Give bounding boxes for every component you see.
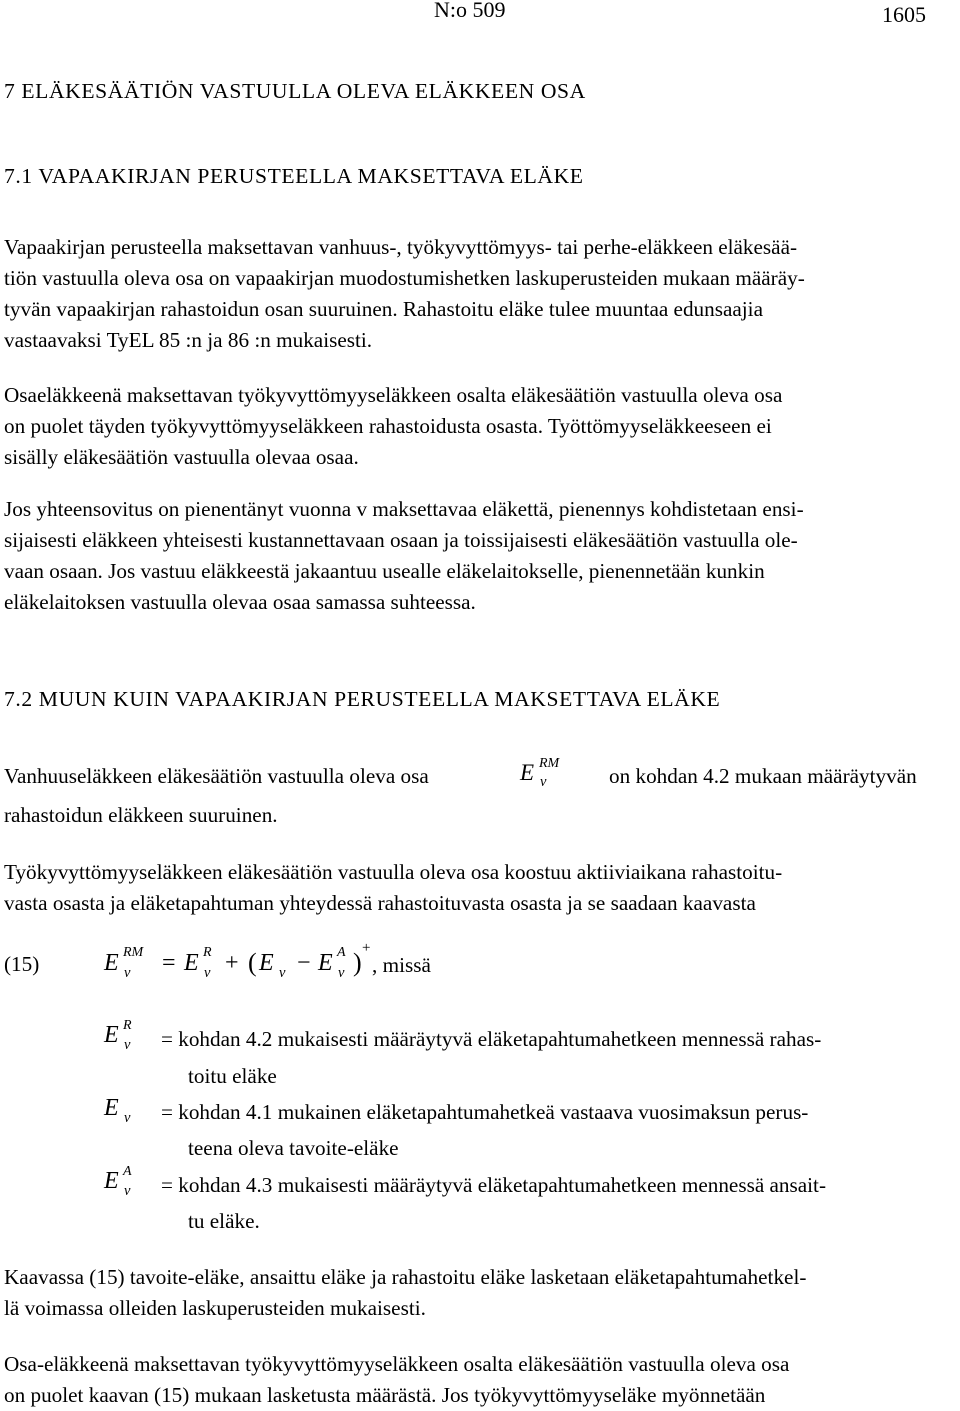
- paragraph-osaelake: [4, 380, 782, 473]
- text-line: vasta osasta ja eläketapahtuman yhteydessä rahastoituvasta osasta ja se saadaan kaavasta: [4, 891, 756, 915]
- text-line: tiön vastuulla oleva osa on vapaakirjan muodostumishetken laskuperusteiden mukaan määräy-: [4, 266, 805, 290]
- equals-sign: =: [162, 950, 176, 976]
- text-line: sijaisesti eläkkeen yhteisesti kustannettavaan osaan ja toissijaisesti eläkesäätiön vastuulla ole-: [4, 528, 798, 552]
- text-line: tyvän vapaakirjan rahastoidun osan suuruinen. Rahastoitu eläke tulee muuntaa edunsaajia: [4, 297, 763, 321]
- superscript-A: A: [123, 1164, 132, 1179]
- paragraph-kaavassa: [4, 1262, 806, 1324]
- open-paren: (: [248, 948, 257, 977]
- subscript-v: v: [540, 774, 547, 790]
- superscript-R: R: [123, 1018, 132, 1033]
- text-line: Vapaakirjan perusteella maksettavan vanhuus-, työkyvyttömyys- tai perhe-eläkkeen eläkesää-: [4, 235, 798, 259]
- section-7-heading: 7 ELÄKESÄÄTIÖN VASTUULLA OLEVA ELÄKKEEN OSA: [4, 79, 586, 103]
- definition-line-2: tu eläke.: [188, 1209, 260, 1233]
- superscript-A: A: [337, 945, 346, 960]
- definition-line-1: = kohdan 4.2 mukaisesti määräytyvä eläketapahtumahetkeen mennessä rahas-: [161, 1027, 822, 1051]
- paragraph-vapaakirja: [4, 232, 805, 356]
- text-line: vastaavaksi TyEL 85 :n ja 86 :n mukaisesti.: [4, 328, 373, 352]
- intro-line-1-before: Vanhuuseläkkeen eläkesäätiön vastuulla oleva osa: [4, 764, 429, 788]
- symbol-E: E: [104, 1022, 119, 1048]
- formula-tail: , missä: [372, 953, 431, 977]
- text-line: Kaavassa (15) tavoite-eläke, ansaittu eläke ja rahastoitu eläke lasketaan eläketapahtumahetkel-: [4, 1265, 807, 1289]
- definition-line-2: toitu eläke: [188, 1064, 277, 1088]
- subscript-v: v: [124, 965, 131, 981]
- definition-line-1: = kohdan 4.1 mukainen eläketapahtumahetkeä vastaava vuosimaksun perus-: [161, 1100, 809, 1124]
- text-line: on puolet kaavan (15) mukaan lasketusta määrästä. Jos työkyvyttömyyseläke myönnetään: [4, 1383, 766, 1407]
- symbol-E: E: [104, 1168, 119, 1194]
- formula-number: (15): [4, 952, 40, 976]
- symbol-E: E: [520, 760, 535, 785]
- definition-line-2: teena oleva tavoite-eläke: [188, 1136, 399, 1160]
- subscript-v: v: [124, 1183, 131, 1199]
- paragraph-yhteensovitus: [4, 494, 804, 618]
- paragraph-osa-elake: [4, 1349, 789, 1411]
- section-7-1-heading: 7.1 VAPAAKIRJAN PERUSTEELLA MAKSETTAVA ELÄKE: [4, 164, 584, 188]
- symbol-E: E: [104, 1095, 119, 1121]
- definition-E-A: [0, 1166, 960, 1238]
- superscript-RM: RM: [123, 945, 144, 960]
- text-line: lä voimassa olleiden laskuperusteiden mukaisesti.: [4, 1296, 426, 1320]
- text-line: eläkelaitoksen vastuulla olevaa osaa samassa suhteessa.: [4, 590, 476, 614]
- minus-sign: −: [297, 950, 311, 976]
- definition-E-R: [0, 1020, 960, 1092]
- formula-15: [0, 938, 960, 998]
- symbol-E: E: [184, 950, 199, 976]
- positive-part-sign: +: [362, 940, 371, 956]
- issue-number: N:o 509: [434, 0, 506, 22]
- symbol-E: E: [259, 950, 274, 976]
- intro-line-2: rahastoidun eläkkeen suuruinen.: [4, 803, 278, 827]
- text-line: on puolet täyden työkyvyttömyyseläkkeen rahastoidusta osasta. Työttömyyseläkkeeseen ei: [4, 414, 772, 438]
- text-line: Osaeläkkeenä maksettavan työkyvyttömyyseläkkeen osalta eläkesäätiön vastuulla oleva osa: [4, 383, 783, 407]
- symbol-E: E: [104, 950, 119, 976]
- text-line: vaan osaan. Jos vastuu eläkkeestä jakaantuu usealle eläkelaitokselle, pienennetään kunkin: [4, 559, 765, 583]
- superscript-R: R: [203, 945, 212, 960]
- subscript-v: v: [338, 965, 345, 981]
- text-line: Osa-eläkkeenä maksettavan työkyvyttömyyseläkkeen osalta eläkesäätiön vastuulla oleva osa: [4, 1352, 790, 1376]
- symbol-E: E: [318, 950, 333, 976]
- subscript-v: v: [204, 965, 211, 981]
- superscript-RM: RM: [539, 756, 560, 771]
- subscript-v: v: [279, 965, 286, 981]
- subscript-v: v: [124, 1110, 131, 1126]
- text-line: Jos yhteensovitus on pienentänyt vuonna v maksettavaa eläkettä, pienennys kohdistetaan ensi-: [4, 497, 804, 521]
- inline-formula-E-v-RM: [520, 752, 600, 798]
- plus-sign: +: [225, 950, 239, 976]
- subscript-v: v: [124, 1037, 131, 1053]
- definition-E: [0, 1093, 960, 1165]
- paragraph-tyokyvyttomyys: [4, 857, 782, 919]
- section-7-2-heading: 7.2 MUUN KUIN VAPAAKIRJAN PERUSTEELLA MAKSETTAVA ELÄKE: [4, 687, 721, 711]
- text-line: sisälly eläkesäätiön vastuulla olevaa osaa.: [4, 445, 359, 469]
- text-line: Työkyvyttömyyseläkkeen eläkesäätiön vastuulla oleva osa koostuu aktiiviaikana rahastoitu-: [4, 860, 783, 884]
- definition-line-1: = kohdan 4.3 mukaisesti määräytyvä eläketapahtumahetkeen mennessä ansait-: [161, 1173, 826, 1197]
- page-number: 1605: [882, 2, 926, 27]
- intro-line-1-after: on kohdan 4.2 mukaan määräytyvän: [609, 764, 917, 788]
- close-paren: ): [353, 948, 362, 977]
